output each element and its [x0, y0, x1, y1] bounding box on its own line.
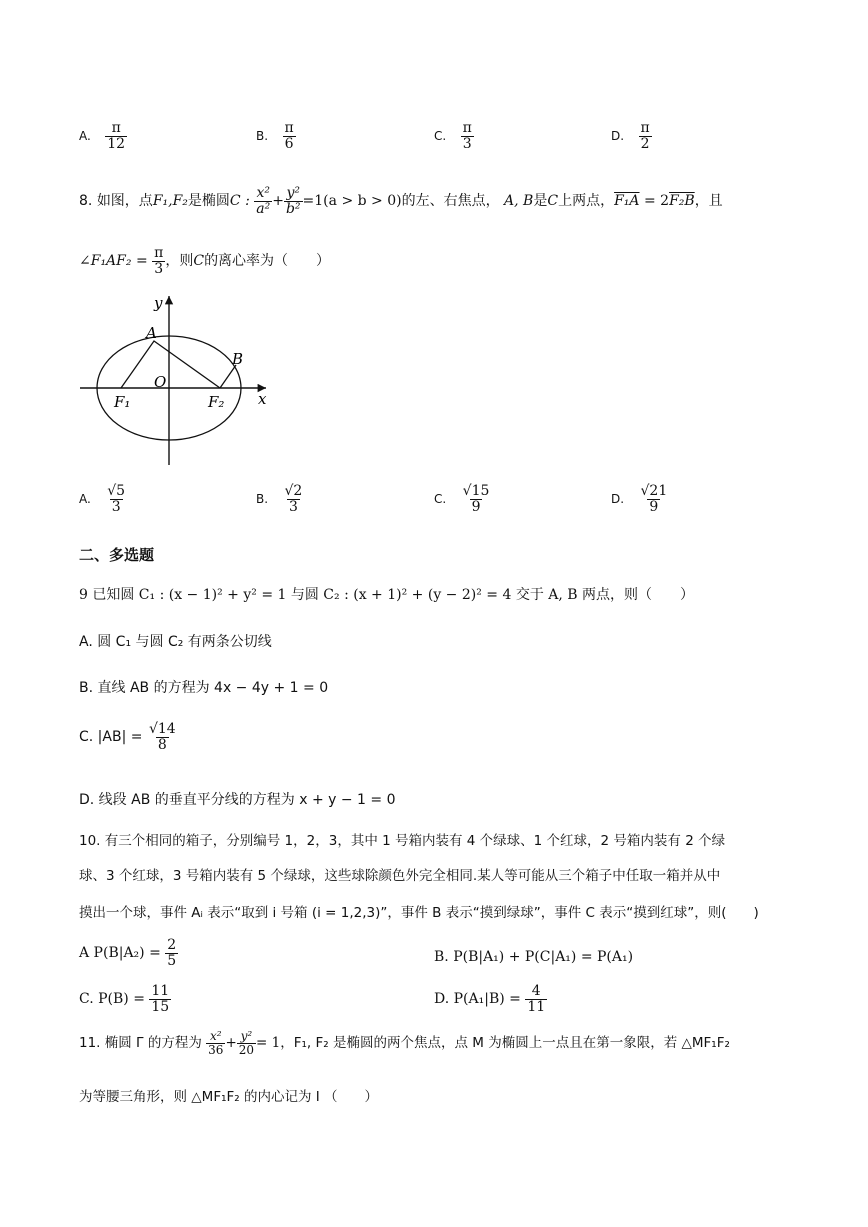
denominator: 5 [167, 952, 177, 969]
q8-option-a [79, 484, 127, 514]
q11-rest: ，F₁, F₂ 是椭圆的两个焦点，点 M 为椭圆上一点且在第一象限，若 △MF₁F₂ [280, 1035, 730, 1052]
numerator: 2 [167, 937, 177, 953]
option-letter: D. [611, 129, 625, 144]
fraction [105, 484, 127, 514]
section-title: 二、多选题 [79, 546, 155, 564]
fraction [147, 722, 178, 752]
q8-text: 的左、右焦点， [401, 193, 500, 210]
vector-equals: = 2 [639, 193, 670, 210]
q7-option-d [611, 121, 652, 151]
denominator: 15 [151, 998, 170, 1015]
numerator: √15 [462, 483, 490, 499]
plus-sign: + [225, 1035, 237, 1052]
option-letter: A. [79, 129, 91, 144]
q8-line2 [79, 246, 330, 276]
denominator: a² [256, 200, 271, 217]
numerator: √21 [640, 483, 668, 499]
fraction [165, 938, 178, 968]
option-letter: B. [256, 492, 269, 507]
q10-line1: 10. 有三个相同的箱子，分别编号 1，2，3，其中 1 号箱内装有 4 个绿球、1 个红球，2 号箱内装有 2 个绿 [79, 833, 726, 849]
q9-option-b: B. 直线 AB 的方程为 4x − 4y + 1 = 0 [79, 680, 329, 696]
denominator: 9 [471, 498, 481, 515]
fraction [525, 984, 547, 1014]
q8-text: ，则 [165, 253, 194, 270]
denominator: 20 [238, 1042, 255, 1057]
denominator: 3 [288, 498, 298, 515]
numerator: x² [256, 185, 270, 201]
q8-text: 上两点， [558, 193, 615, 210]
q7-option-b [256, 121, 296, 151]
option-prefix: A P(B|A₂) = [79, 945, 161, 962]
ellipse-figure [70, 290, 290, 475]
fraction [237, 1030, 256, 1056]
fraction [105, 121, 127, 151]
numerator: π [111, 120, 121, 136]
q8-option-d [611, 484, 669, 514]
q10-option-a [79, 938, 178, 968]
label-b: B [232, 350, 244, 368]
denominator: 3 [111, 498, 121, 515]
q7-option-a [79, 121, 127, 151]
q10-option-b: B. P(B|A₁) + P(C|A₁) = P(A₁) [434, 949, 634, 965]
fraction [461, 484, 492, 514]
fraction [254, 186, 272, 216]
numerator: y² [286, 185, 301, 201]
q11-prefix: 11. 椭圆 Γ 的方程为 [79, 1035, 202, 1052]
option-letter: D. [611, 492, 625, 507]
option-prefix: C. |AB| = [79, 729, 143, 746]
numerator: π [462, 120, 472, 136]
points-label: A, B [504, 193, 534, 210]
vector-f1a: F₁A [614, 193, 640, 210]
label-f1: F₁ [114, 393, 131, 411]
q11-line1 [79, 1030, 730, 1056]
question-number: 8. [79, 193, 93, 210]
triangle-f1-a-f2 [121, 341, 220, 388]
numerator: 11 [151, 983, 170, 999]
numerator: x² [210, 1029, 222, 1043]
fraction [284, 186, 303, 216]
fraction [206, 1030, 225, 1056]
denominator: b² [285, 200, 301, 217]
denominator: 8 [157, 736, 167, 753]
label-o: O [154, 373, 167, 391]
denominator: 3 [154, 260, 164, 277]
numerator: y² [240, 1029, 253, 1043]
q9-option-c [79, 722, 178, 752]
equals-one: = 1 [256, 1035, 281, 1052]
fraction [639, 484, 670, 514]
label-f2: F₂ [208, 393, 225, 411]
ellipse-letter: C [547, 193, 559, 210]
q10-line2: 球、3 个红球，3 号箱内装有 5 个绿球，这些球除颜色外完全相同.某人等可能从三个箱子中任取一箱并从中 [79, 868, 721, 884]
q8-line1 [79, 186, 723, 216]
fraction [283, 121, 296, 151]
q9-stem: 9 已知圆 C₁ : (x − 1)² + y² = 1 与圆 C₂ : (x + 1)² + (y − 2)² = 4 交于 A, B 两点，则（ ） [79, 587, 695, 603]
denominator: 3 [462, 135, 472, 152]
denominator: 6 [284, 135, 294, 152]
option-letter: C. [434, 492, 447, 507]
option-letter: C. [434, 129, 447, 144]
q8-text: 是 [533, 193, 548, 210]
numerator: π [640, 120, 650, 136]
angle-expression: ∠F₁AF₂ = [79, 253, 148, 270]
option-letter: A. [79, 492, 91, 507]
denominator: 36 [208, 1042, 224, 1057]
denominator: 11 [527, 998, 546, 1015]
fraction [149, 984, 171, 1014]
numerator: π [284, 120, 294, 136]
q10-option-d [434, 984, 547, 1014]
fraction [461, 121, 474, 151]
q8-text: 是椭圆 [187, 193, 230, 210]
fraction [639, 121, 652, 151]
ellipse-letter: C [193, 253, 205, 270]
vector-f2b: F₂B [669, 193, 695, 210]
q11-line2: 为等腰三角形，则 △MF₁F₂ 的内心记为 I （ ） [79, 1089, 379, 1105]
numerator: √2 [284, 483, 303, 499]
numerator: π [154, 245, 164, 261]
q8-text: ，且 [694, 193, 723, 210]
q7-option-c [434, 121, 474, 151]
q8-text: 如图，点 [96, 193, 153, 210]
option-letter: B. [256, 129, 269, 144]
option-prefix: D. P(A₁|B) = [434, 991, 521, 1008]
q10-line3: 摸出一个球，事件 Aᵢ 表示“取到 i 号箱 (i = 1,2,3)”，事件 B 表示“摸到绿球”，事件 C 表示“摸到红球”，则( ) [79, 905, 759, 921]
q9-option-a: A. 圆 C₁ 与圆 C₂ 有两条公切线 [79, 634, 272, 650]
label-x: x [258, 390, 267, 408]
q8-option-b [256, 484, 304, 514]
q8-option-c [434, 484, 491, 514]
plus-sign: + [272, 193, 284, 210]
fraction [283, 484, 305, 514]
denominator: 9 [649, 498, 659, 515]
numerator: √5 [107, 483, 126, 499]
q8-text: 的离心率为（ ） [204, 253, 331, 270]
option-prefix: C. P(B) = [79, 991, 145, 1008]
foci-label: F₁,F₂ [152, 193, 188, 210]
segment-f2-b [220, 365, 236, 388]
equation-rest: =1(a > b > 0) [302, 193, 402, 210]
ellipse-name: C : [229, 193, 250, 210]
numerator: 4 [531, 983, 541, 999]
denominator: 2 [640, 135, 650, 152]
q10-option-c [79, 984, 171, 1014]
fraction [152, 246, 165, 276]
label-a: A [146, 324, 157, 342]
numerator: √14 [148, 721, 176, 737]
denominator: 12 [107, 135, 126, 152]
label-y: y [154, 294, 163, 312]
q9-option-d: D. 线段 AB 的垂直平分线的方程为 x + y − 1 = 0 [79, 792, 396, 808]
